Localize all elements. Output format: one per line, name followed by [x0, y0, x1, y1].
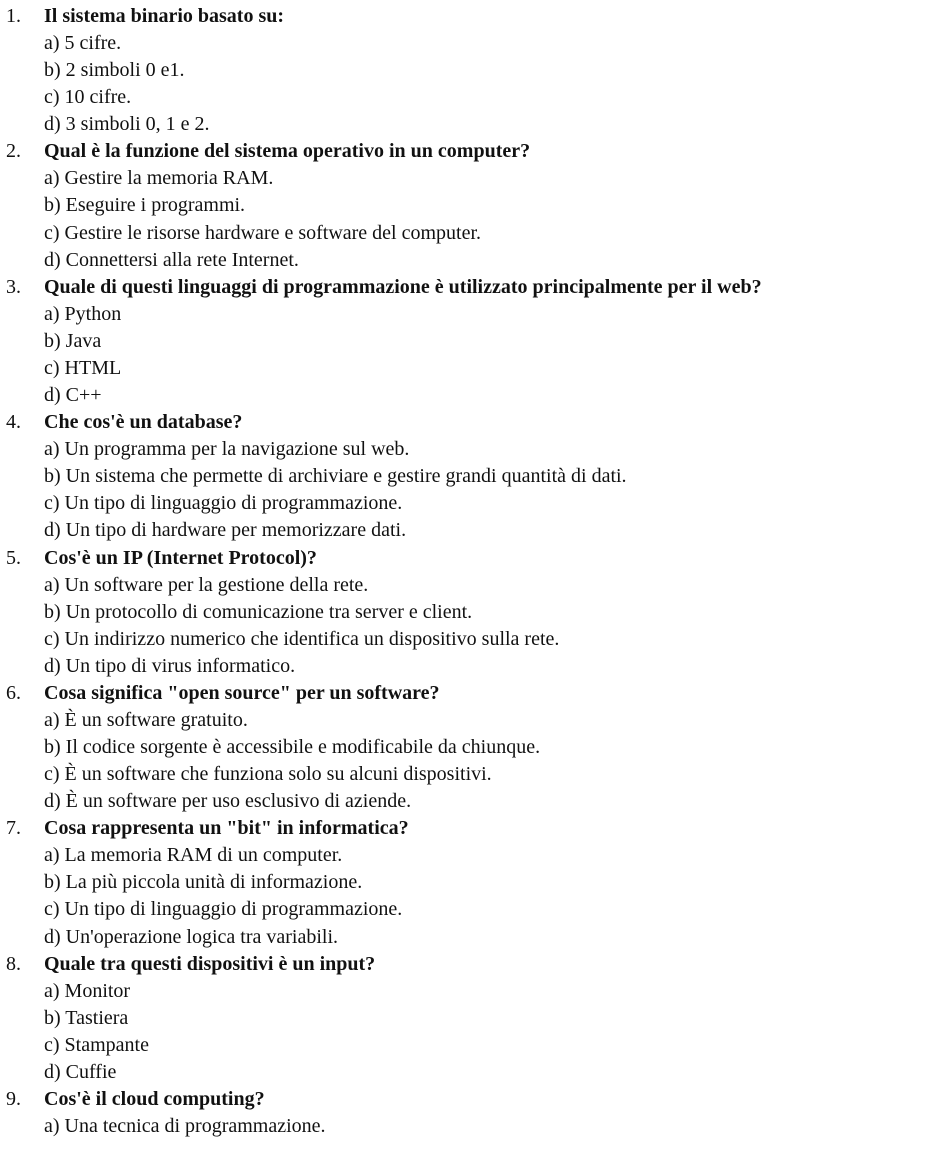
- answer-option-d: d) È un software per uso esclusivo di aziende.: [44, 790, 412, 813]
- question-heading: [0, 409, 934, 436]
- question-heading: [0, 545, 934, 572]
- answer-option-b: b) Un protocollo di comunicazione tra server e client.: [44, 600, 473, 623]
- question-5: [0, 545, 934, 680]
- question-text: Quale tra questi dispositivi è un input?: [44, 952, 376, 975]
- answer-option-c: c) Un tipo di linguaggio di programmazione.: [44, 898, 403, 921]
- answer-option-c: c) Un indirizzo numerico che identifica un dispositivo sulla rete.: [44, 627, 560, 650]
- question-heading: [0, 3, 934, 30]
- answer-option-d: d) Un tipo di hardware per memorizzare dati.: [44, 519, 407, 542]
- question-heading: [0, 1086, 934, 1113]
- answer-option-c: c) 10 cifre.: [44, 86, 132, 109]
- question-7: [0, 815, 934, 950]
- answer-option-a: a) Monitor: [44, 979, 131, 1002]
- answer-option-b: b) La più piccola unità di informazione.: [44, 871, 363, 894]
- question-number: 4.: [6, 411, 21, 434]
- answer-option-d: d) C++: [44, 384, 102, 407]
- question-number: 7.: [6, 817, 21, 840]
- question-text: Cosa rappresenta un "bit" in informatica?: [44, 817, 409, 840]
- question-1: [0, 3, 934, 138]
- question-6: [0, 680, 934, 815]
- answer-option-c: c) Un tipo di linguaggio di programmazione.: [44, 492, 403, 515]
- answer-option-d: d) Un'operazione logica tra variabili.: [44, 925, 339, 948]
- answer-option-a: a) È un software gratuito.: [44, 708, 248, 731]
- question-text: Cosa significa "open source" per un software?: [44, 681, 440, 704]
- answer-option-b: b) Eseguire i programmi.: [44, 194, 246, 217]
- answer-option-d: d) Cuffie: [44, 1060, 117, 1083]
- answer-option-a: a) Una tecnica di programmazione.: [44, 1115, 326, 1137]
- question-2: [0, 138, 934, 273]
- question-number: 1.: [6, 5, 21, 27]
- answer-option-b: b) Un sistema che permette di archiviare e gestire grandi quantità di dati.: [44, 465, 627, 488]
- answer-option-a: a) 5 cifre.: [44, 32, 122, 54]
- quiz-document: [0, 3, 934, 1140]
- answer-option-c: c) Stampante: [44, 1033, 149, 1056]
- question-heading: [0, 951, 934, 978]
- question-heading: [0, 138, 934, 165]
- answer-option-d: d) 3 simboli 0, 1 e 2.: [44, 113, 210, 136]
- question-9: [0, 1086, 934, 1140]
- answer-option-c: c) HTML: [44, 356, 122, 379]
- question-number: 6.: [6, 681, 21, 704]
- question-heading: [0, 815, 934, 842]
- answer-option-a: a) Gestire la memoria RAM.: [44, 167, 274, 190]
- answer-option-c: c) Gestire le risorse hardware e software del computer.: [44, 221, 482, 244]
- question-number: 5.: [6, 546, 21, 569]
- answer-option-b: b) 2 simboli 0 e1.: [44, 59, 185, 82]
- question-heading: [0, 680, 934, 707]
- question-8: [0, 951, 934, 1086]
- answer-option-b: b) Tastiera: [44, 1006, 129, 1029]
- answer-option-b: b) Java: [44, 329, 102, 352]
- answer-option-a: a) Un software per la gestione della rete.: [44, 573, 369, 596]
- question-text: Cos'è il cloud computing?: [44, 1088, 265, 1110]
- question-number: 8.: [6, 952, 21, 975]
- answer-option-c: c) È un software che funziona solo su alcuni dispositivi.: [44, 763, 492, 786]
- answer-option-a: a) Un programma per la navigazione sul web.: [44, 438, 410, 461]
- question-text: Il sistema binario basato su:: [44, 5, 285, 27]
- answer-option-b: b) Il codice sorgente è accessibile e modificabile da chiunque.: [44, 735, 541, 758]
- question-text: Quale di questi linguaggi di programmazione è utilizzato principalmente per il web?: [44, 275, 762, 298]
- answer-option-d: d) Un tipo di virus informatico.: [44, 654, 296, 677]
- answer-option-a: a) La memoria RAM di un computer.: [44, 844, 343, 867]
- question-number: 3.: [6, 275, 21, 298]
- question-text: Qual è la funzione del sistema operativo in un computer?: [44, 140, 531, 163]
- question-4: [0, 409, 934, 544]
- question-3: [0, 274, 934, 409]
- question-number: 2.: [6, 140, 21, 163]
- question-heading: [0, 274, 934, 301]
- answer-option-a: a) Python: [44, 302, 122, 325]
- question-number: 9.: [6, 1088, 21, 1110]
- question-text: Cos'è un IP (Internet Protocol)?: [44, 546, 317, 569]
- question-text: Che cos'è un database?: [44, 411, 243, 434]
- answer-option-d: d) Connettersi alla rete Internet.: [44, 248, 299, 271]
